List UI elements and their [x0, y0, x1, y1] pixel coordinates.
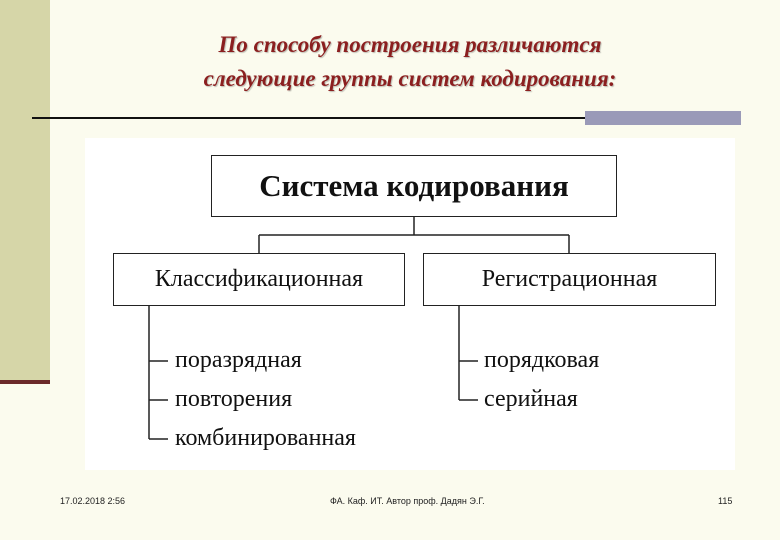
slide-title-line-1: По способу построения различаются [218, 32, 602, 57]
slide-title-line-2: следующие группы систем кодирования: [203, 66, 617, 91]
left-item-3: комбинированная [175, 425, 356, 451]
footer-date: 17.02.2018 2:56 [60, 496, 126, 506]
footer-author: ФА. Каф. ИТ. Автор проф. Дадян Э.Г. [330, 496, 485, 506]
registration-node: Регистрационная [423, 253, 716, 306]
right-item-1: порядковая [484, 347, 600, 373]
left-item-2: повторения [175, 386, 293, 412]
left-item-1: поразрядная [175, 347, 302, 373]
footer-page-number: 115 [718, 496, 733, 506]
root-node: Система кодирования [211, 155, 617, 217]
right-item-2: серийная [484, 386, 578, 412]
classification-node: Классификационная [113, 253, 405, 306]
